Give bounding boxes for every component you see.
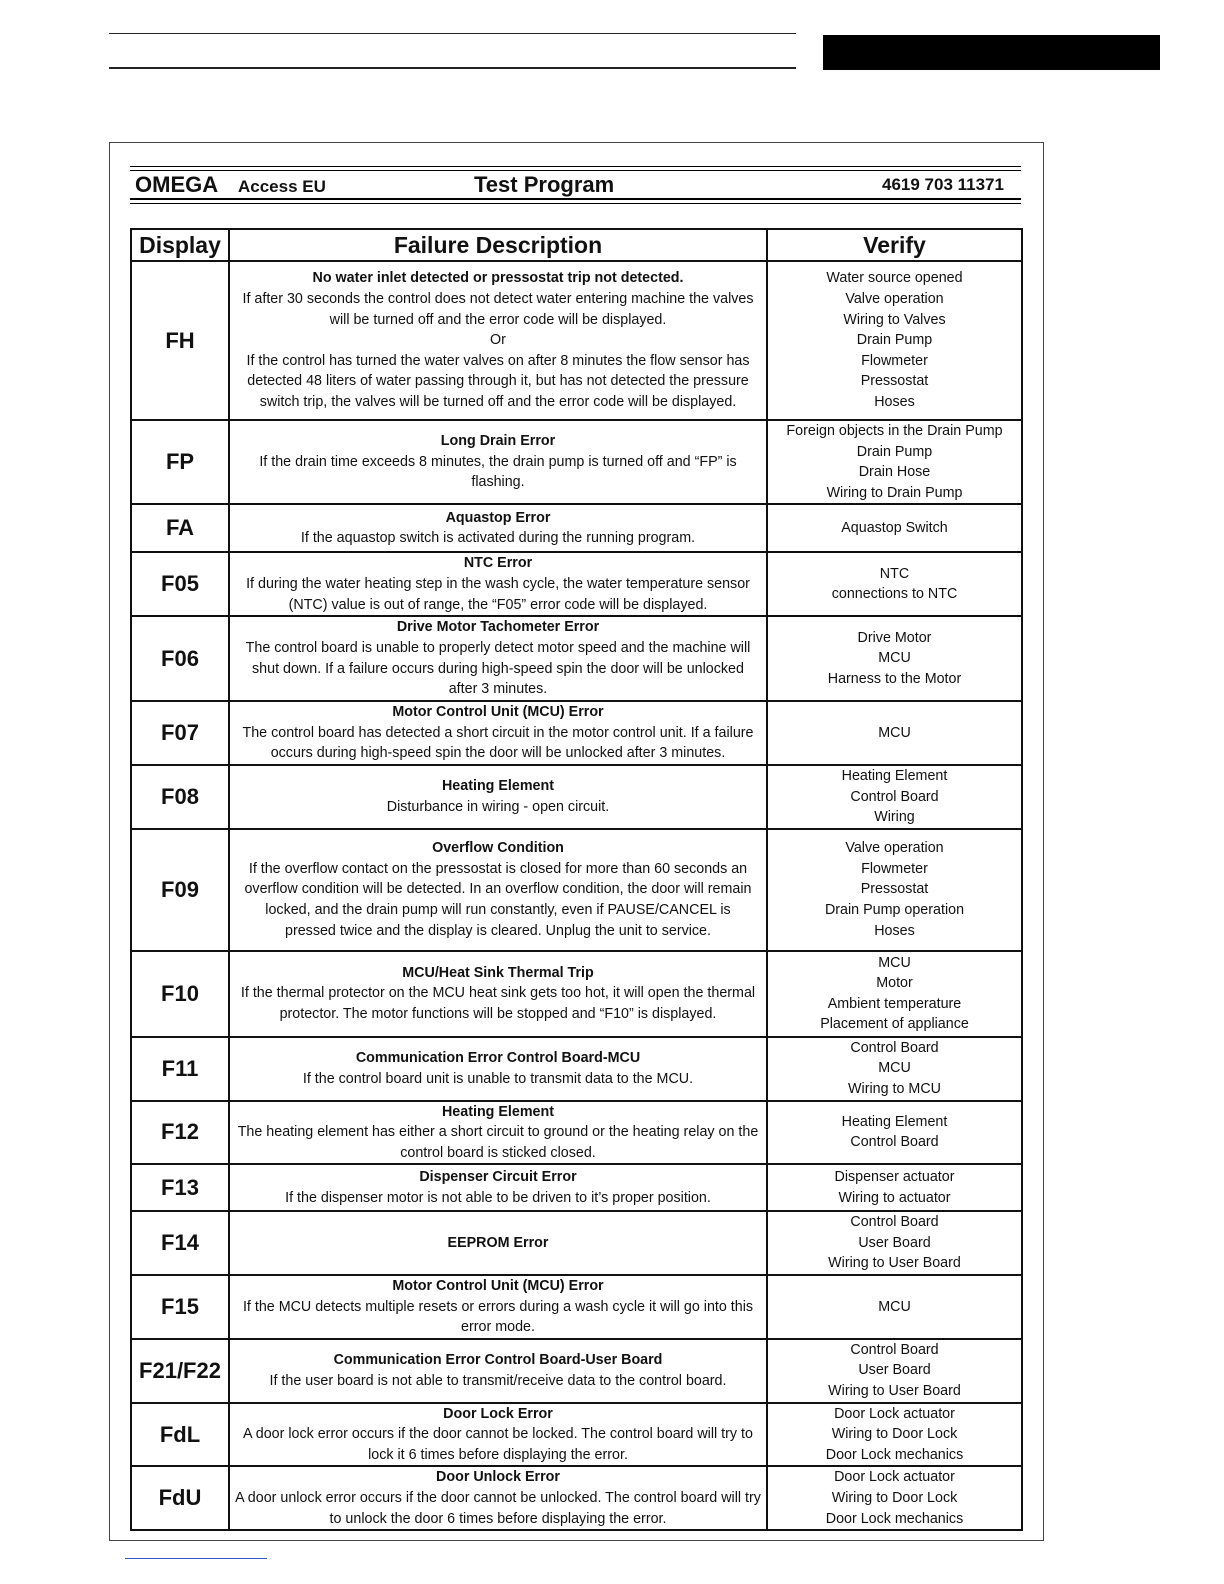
failure-title: Communication Error Control Board-MCU: [355, 1050, 641, 1067]
failure-description: [229, 701, 767, 765]
verify-item: Valve operation: [845, 840, 944, 857]
error-code: FH: [131, 261, 229, 420]
failure-description-line: A door unlock error occurs if the door cannot be unlocked. The control board will try: [235, 1490, 761, 1506]
failure-title: Heating Element: [441, 778, 554, 795]
table-row: [131, 829, 1022, 951]
failure-description: [229, 616, 767, 701]
failure-description: [229, 1164, 767, 1211]
verify-item: NTC: [879, 565, 910, 582]
error-code: F09: [131, 829, 229, 951]
failure-description: [229, 1403, 767, 1467]
failure-title: Long Drain Error: [440, 433, 556, 450]
failure-description-line: If the MCU detects multiple resets or errors during a wash cycle it will go into this: [242, 1298, 754, 1315]
table-row: [131, 616, 1022, 701]
header-rule-bottom-2: [130, 203, 1021, 204]
verify-item: Drain Pump: [856, 332, 933, 349]
failure-description-line: Disturbance in wiring - open circuit.: [386, 798, 610, 815]
verify-list: [767, 616, 1022, 701]
error-code: F06: [131, 616, 229, 701]
verify-list: [767, 951, 1022, 1037]
failure-description-line: pressed twice and the display is cleared. Unplug the unit to service.: [285, 922, 711, 939]
table-row: [131, 1164, 1022, 1211]
failure-description: [229, 261, 767, 420]
header-black-bar: [823, 35, 1160, 70]
model-name: Access EU: [238, 177, 326, 196]
failure-description-line: overflow condition will be detected. In an overflow condition, the door will remain: [244, 881, 752, 898]
verify-list: [767, 552, 1022, 616]
failure-description-line: shut down. If a failure occurs during high-speed spin the door will be unlocked: [252, 660, 744, 677]
verify-item: Wiring to Drain Pump: [826, 484, 963, 501]
verify-list: [767, 1037, 1022, 1101]
verify-item: Heating Element: [841, 767, 948, 784]
verify-item: Wiring to Valves: [843, 311, 946, 328]
failure-description-line: The heating element has either a short circuit to ground or the heating relay on the: [237, 1124, 759, 1141]
doc-title: Test Program: [474, 172, 615, 197]
failure-title: EEPROM Error: [447, 1234, 549, 1251]
failure-description-line: If the thermal protector on the MCU heat sink gets too hot, it will open the thermal: [240, 985, 756, 1002]
table-row: [131, 951, 1022, 1037]
error-code: FdL: [131, 1403, 229, 1467]
failure-description: [229, 1275, 767, 1339]
verify-item: Pressostat: [860, 373, 929, 390]
verify-item: Drain Pump operation: [824, 902, 965, 919]
failure-description-line: after 3 minutes.: [448, 681, 548, 698]
failure-description-line: If the aquastop switch is activated during the running program.: [300, 530, 696, 547]
table-row: [131, 701, 1022, 765]
failure-title: Overflow Condition: [432, 840, 564, 857]
verify-item: Control Board: [850, 1039, 939, 1056]
failure-description-line: If the control has turned the water valves on after 8 minutes the flow sensor has: [246, 352, 750, 369]
error-code: F14: [131, 1211, 229, 1275]
table-row: [131, 504, 1022, 552]
header-rule-top: [130, 166, 1021, 167]
verify-item: Pressostat: [860, 881, 929, 898]
failure-description-line: detected 48 liters of water passing through it, but has not detected the pressure: [247, 373, 749, 390]
failure-description-line: The control board has detected a short circuit in the motor control unit. If a failure: [242, 724, 754, 741]
verify-item: MCU: [878, 1298, 911, 1315]
verify-item: Ambient temperature: [827, 995, 962, 1012]
error-code: F11: [131, 1037, 229, 1101]
verify-item: Wiring to Door Lock: [831, 1490, 958, 1506]
error-code: F10: [131, 951, 229, 1037]
failure-description: [229, 552, 767, 616]
failure-description-line: protector. The motor functions will be stopped and “F10” is displayed.: [279, 1006, 717, 1023]
verify-item: Wiring to User Board: [828, 1255, 961, 1272]
error-code: F08: [131, 765, 229, 829]
error-code-table: [130, 228, 1023, 1531]
top-rule-1: [109, 33, 796, 34]
failure-description: [229, 420, 767, 504]
header-rule-top-2: [130, 170, 1021, 171]
failure-title: Motor Control Unit (MCU) Error: [392, 704, 604, 721]
verify-item: Door Lock mechanics: [825, 1510, 964, 1527]
table-row: [131, 261, 1022, 420]
table-row: [131, 1275, 1022, 1339]
verify-item: Control Board: [850, 788, 939, 805]
table-row: [131, 765, 1022, 829]
verify-list: [767, 1275, 1022, 1339]
part-number: 4619 703 11371: [882, 175, 1004, 194]
verify-item: Control Board: [850, 1341, 939, 1358]
verify-item: MCU: [878, 650, 911, 667]
verify-item: Dispenser actuator: [834, 1169, 955, 1186]
verify-item: connections to NTC: [831, 586, 958, 603]
error-code: F21/F22: [131, 1339, 229, 1403]
failure-description-line: lock it 6 times before displaying the error.: [368, 1446, 628, 1463]
failure-description: [229, 1339, 767, 1403]
failure-title: MCU/Heat Sink Thermal Trip: [402, 964, 594, 981]
verify-list: [767, 765, 1022, 829]
failure-description-line: Or: [490, 332, 506, 349]
verify-item: Control Board: [850, 1214, 939, 1231]
table-row: [131, 420, 1022, 504]
error-code: FA: [131, 504, 229, 552]
verify-item: Door Lock actuator: [834, 1405, 955, 1422]
failure-description-line: If the user board is not able to transmit/receive data to the control board.: [269, 1372, 727, 1389]
failure-description-line: locked, and the drain pump will run constantly, even if PAUSE/CANCEL is: [265, 902, 731, 919]
verify-item: User Board: [858, 1234, 931, 1251]
table-row: [131, 552, 1022, 616]
table-header-row: [131, 229, 1022, 261]
verify-item: User Board: [858, 1362, 931, 1379]
table-row: [131, 1037, 1022, 1101]
verify-list: [767, 829, 1022, 951]
table-body: [131, 261, 1022, 1530]
verify-item: Aquastop Switch: [841, 520, 948, 537]
error-code: FdU: [131, 1466, 229, 1530]
verify-item: Wiring to MCU: [848, 1080, 941, 1097]
failure-description-line: If after 30 seconds the control does not detect water entering machine the valves: [242, 291, 754, 308]
verify-item: Wiring to Door Lock: [831, 1426, 958, 1443]
failure-description-line: If during the water heating step in the wash cycle, the water temperature sensor: [246, 575, 750, 592]
verify-item: Wiring to actuator: [838, 1189, 951, 1206]
verify-item: Water source opened: [826, 270, 963, 287]
verify-item: Door Lock mechanics: [825, 1446, 964, 1463]
error-code: F05: [131, 552, 229, 616]
top-rule-2: [109, 67, 796, 69]
failure-description-line: If the drain time exceeds 8 minutes, the drain pump is turned off and “FP” is: [259, 453, 737, 470]
failure-title: NTC Error: [463, 555, 533, 572]
failure-description: [229, 1211, 767, 1275]
verify-item: MCU: [878, 1060, 911, 1077]
verify-list: [767, 1403, 1022, 1467]
header-rule-bottom: [130, 198, 1021, 200]
table-row: [131, 1101, 1022, 1165]
verify-item: Placement of appliance: [820, 1016, 969, 1033]
verify-item: Drain Hose: [858, 464, 931, 481]
failure-title: Aquastop Error: [445, 509, 551, 526]
failure-title: Drive Motor Tachometer Error: [396, 619, 600, 636]
verify-item: Wiring: [874, 809, 915, 826]
failure-description: [229, 829, 767, 951]
verify-item: Drain Pump: [856, 443, 933, 460]
brand-name: OMEGA: [135, 172, 219, 197]
verify-item: Flowmeter: [861, 860, 928, 877]
table-row: [131, 1211, 1022, 1275]
verify-item: Heating Element: [841, 1113, 948, 1130]
failure-description-line: occurs during high-speed spin the door will be unlocked after 3 minutes.: [270, 745, 726, 762]
verify-item: MCU: [878, 954, 911, 971]
error-code: F13: [131, 1164, 229, 1211]
failure-title: Communication Error Control Board-User Board: [333, 1352, 663, 1369]
verify-item: Control Board: [850, 1134, 939, 1151]
verify-list: [767, 1101, 1022, 1165]
failure-description-line: control board is sticked closed.: [400, 1144, 596, 1161]
failure-description-line: The control board is unable to properly detect motor speed and the machine will: [245, 640, 751, 657]
failure-description-line: (NTC) value is out of range, the “F05” error code will be displayed.: [288, 596, 708, 613]
verify-list: [767, 1164, 1022, 1211]
failure-description-line: A door lock error occurs if the door cannot be locked. The control board will try to: [243, 1426, 753, 1443]
table-row: [131, 1403, 1022, 1467]
table-row: [131, 1339, 1022, 1403]
verify-item: Foreign objects in the Drain Pump: [786, 423, 1003, 439]
failure-description-line: switch trip, the valves will be turned off and the error code will be displayed.: [259, 393, 737, 410]
failure-description: [229, 951, 767, 1037]
failure-title: No water inlet detected or pressostat trip not detected.: [312, 270, 684, 287]
verify-list: [767, 701, 1022, 765]
footer-link-rule: [125, 1558, 267, 1559]
verify-item: Hoses: [874, 922, 915, 939]
verify-item: Harness to the Motor: [827, 670, 962, 687]
failure-description-line: to unlock the door 6 times before displaying the error.: [329, 1510, 667, 1527]
verify-list: [767, 504, 1022, 552]
failure-description: [229, 504, 767, 552]
failure-description-line: flashing.: [471, 474, 525, 491]
failure-description-line: If the control board unit is unable to transmit data to the MCU.: [302, 1070, 694, 1087]
verify-item: MCU: [878, 724, 911, 741]
failure-description-line: If the overflow contact on the pressostat is closed for more than 60 seconds an: [248, 860, 748, 877]
verify-list: [767, 420, 1022, 504]
failure-description: [229, 765, 767, 829]
verify-item: Valve operation: [845, 291, 944, 308]
verify-item: Wiring to User Board: [828, 1383, 961, 1400]
failure-title: Dispenser Circuit Error: [419, 1169, 577, 1186]
verify-list: [767, 1211, 1022, 1275]
verify-list: [767, 261, 1022, 420]
failure-description: [229, 1466, 767, 1530]
column-header-verify: Verify: [767, 229, 1022, 261]
failure-title: Door Unlock Error: [436, 1469, 560, 1486]
error-code: F15: [131, 1275, 229, 1339]
verify-item: Hoses: [874, 393, 915, 410]
failure-title: Motor Control Unit (MCU) Error: [392, 1278, 604, 1295]
error-code: F12: [131, 1101, 229, 1165]
verify-item: Motor: [876, 975, 913, 992]
failure-description-line: error mode.: [461, 1319, 535, 1336]
failure-title: Heating Element: [441, 1103, 554, 1120]
verify-item: Door Lock actuator: [834, 1469, 955, 1486]
column-header-failure-description: Failure Description: [229, 229, 767, 261]
failure-description: [229, 1037, 767, 1101]
verify-item: Flowmeter: [861, 352, 928, 369]
error-code: F07: [131, 701, 229, 765]
error-code: FP: [131, 420, 229, 504]
verify-list: [767, 1466, 1022, 1530]
verify-item: Drive Motor: [857, 629, 932, 646]
failure-title: Door Lock Error: [443, 1405, 553, 1422]
failure-description-line: If the dispenser motor is not able to be driven to it’s proper position.: [285, 1189, 711, 1206]
verify-list: [767, 1339, 1022, 1403]
failure-description-line: will be turned off and the error code will be displayed.: [329, 311, 667, 328]
failure-description: [229, 1101, 767, 1165]
table-row: [131, 1466, 1022, 1530]
column-header-display: Display: [131, 229, 229, 261]
